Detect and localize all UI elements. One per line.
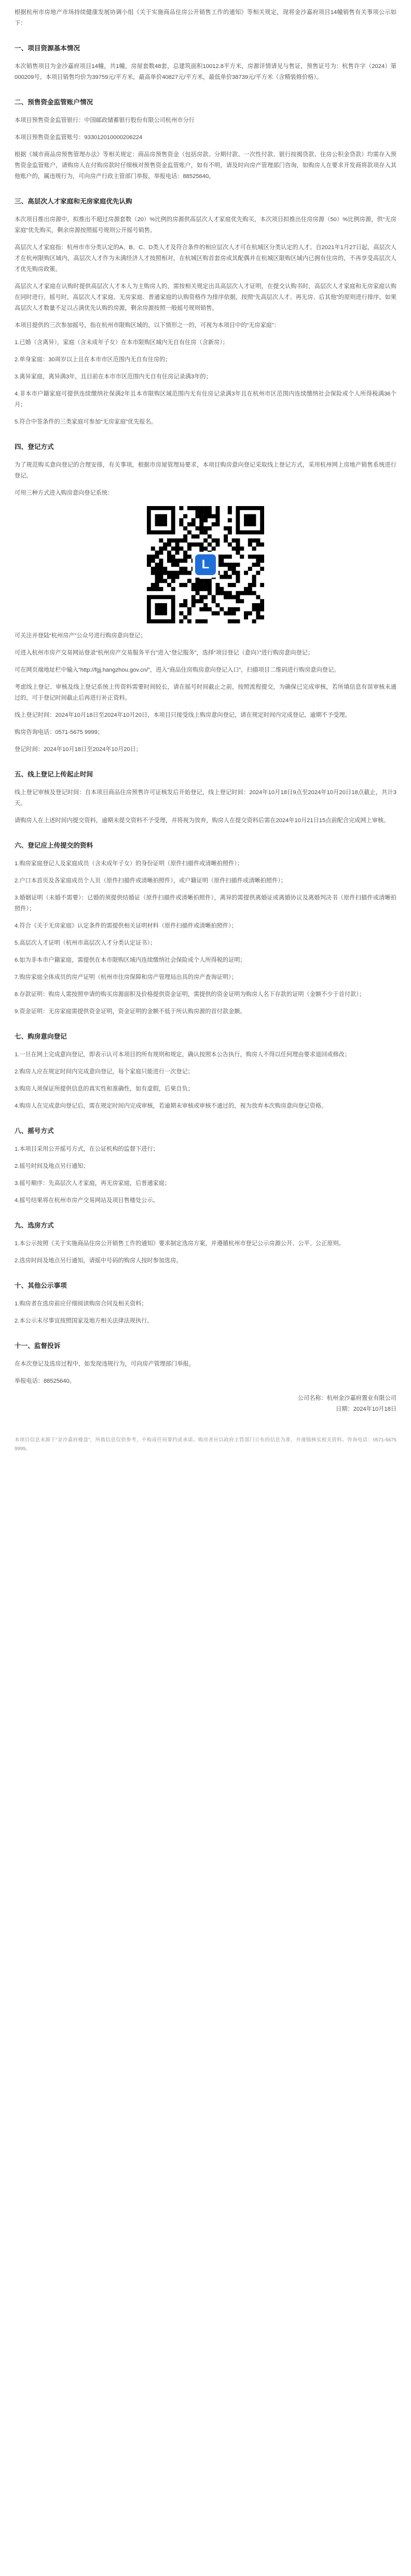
signature-company: 公司名称：杭州金沙嘉府置业有限公司 [297, 1395, 396, 1401]
section-title: 三、高层次人才家庭和无房家庭优先认购 [15, 198, 132, 205]
sections-before-qr [15, 43, 396, 499]
section-paragraph: 2.选房时间及地点另行通知，请摇中号码的购房人按时参加选房。 [15, 1258, 182, 1264]
section-paragraph: 2.单身家庭：30周岁以上且在本市市区范围内无自有住房的； [15, 357, 171, 363]
section-paragraph: 3.婚姻证明（未婚不需要）：已婚的须提供结婚证（原件扫描件或清晰拍照件），离异的需提供离婚证或离婚协议及离婚判决书（原件扫描件或清晰拍照件）； [15, 895, 396, 912]
section-paragraph: 5.符合中签条件的三类家庭可参加“无房家庭”优先报名。 [15, 419, 157, 425]
section-paragraph: 可进入杭州市房产交易网站登录“杭州房产交易服务平台”进入“登记服务”，选择“项目登记（意向）”进行购房意向登记； [15, 650, 314, 656]
section-paragraph: 本项目预售资金监管银行：中国邮政储蓄银行股份有限公司杭州市分行 [15, 117, 195, 124]
section-title: 五、线上登记上传起止时间 [15, 771, 93, 778]
section-paragraph: 可关注并登陆“杭州房产”公众号进行购房意向登记； [15, 633, 146, 639]
section-title: 一、项目资源基本情况 [15, 45, 80, 52]
section-title: 七、购房意向登记 [15, 1033, 67, 1040]
signature-block [15, 1393, 396, 1415]
section-paragraph: 4.符合《关于无房家庭》认定条件的需提供相关证明材料（原件扫描件或清晰拍照件）； [15, 923, 237, 929]
section-paragraph: 2.购房人应在规定时间内完成意向登记，每个家庭只能进行一次登记； [15, 1069, 194, 1075]
section-paragraph: 在本次登记及选房过程中，如发现违规行为，可向房产管理部门举报。 [15, 1361, 195, 1367]
section-paragraph: 根据《城市商品房预售管理办法》等相关规定：商品房预售资金（包括房款、分期付款、一次性付款、银行按揭贷款、住房公积金贷款）均需存入预售资金监管账户，请购房人在付购房款时仔细核对预售资金监管账户，如有不明，请及时向房产管理部门咨询，如购房人在要求开发商将款项存入其他账户的，属违规行为，可向房产行政主管部门举报，举报电话：88525640。 [15, 152, 396, 180]
section-paragraph: 3.摇号顺序：先高层次人才家庭，再无房家庭，后普通家庭； [15, 1180, 171, 1187]
section-paragraph: 可在网页端地址栏中输入“http://fgj.hangzhou.gov.cn/”，进入“商品住房购房意向登记入口”，扫描项目二维码进行购房意向登记。 [15, 667, 340, 673]
qr-code[interactable] [147, 506, 264, 623]
section-paragraph: 2.户口本首页及各家庭成员个人页（原件扫描件或清晰拍照件），或户籍证明（原件扫描件或清晰拍照件）； [15, 878, 286, 884]
app-logo-icon [193, 552, 218, 578]
section-paragraph: 1.一旦在网上完成意向登记，即表示认可本项目的所有规则和规定，确认按照本公告执行，购房人不得以任何理由要求退回或修改； [15, 1052, 351, 1058]
section-paragraph: 考虑线上登记、审核及线上登记系统上传资料需要时间较长，请在摇号时间截止之前，按照流程提交，为确保已完成审核，若所填信息有误审核未通过的，可于登记时间截止后再进行补正资料。 [15, 684, 396, 701]
section-paragraph: 线上登记审核及登记时间：自本项目商品住房预售许可证核发后开始登记，线上登记时间：2024年10月18日9点至2024年10月20日18点截止，共计3天。 [15, 789, 396, 807]
section-title: 六、登记应上传提交的资料 [15, 842, 93, 849]
section-paragraph: 1.本公示按照《关于实施商品住房公开销售工作的通知》要求制定选房方案，并遵循杭州市登记公示房源公开、公平、公正原则。 [15, 1241, 345, 1247]
section-paragraph: 8.存款证明：购房人需按照申请的购买房源面积及价格提供资金证明，需提供的资金证明为购房人名下存款的证明（金额不少于首付款）； [15, 991, 365, 998]
section-paragraph: 本次销售项目为金沙嘉府项目14幢，共1幢，房屋套数48套，总建筑面积10012.8平方米，房源详情请见与售证，预售证号为：杭售许字（2024）第000209号。本项目销售均价为39759元/平方米，最高单价40827元/平方米，最低单价38739元/平方米（含精装修价格）。 [15, 63, 396, 80]
section-paragraph: 本项目提供的三次参加摇号，指在杭州市限购区域的，以下情形之一的，可视为本项目中的“无房家庭”： [15, 322, 280, 329]
section-paragraph: 7.购房家庭全体成员的房产证明（杭州市住房保障和房产管理局出具的房产查询证明）； [15, 974, 237, 980]
section-paragraph: 可用三种方式进入购房意向登记系统： [15, 490, 114, 496]
section-paragraph: 线上登记时间：2024年10月18日至2024年10月20日，本项目只接受线上购房意向登记，请在规定时间内完成登记，逾期不予受理。 [15, 712, 351, 718]
section-paragraph: 1.已婚（含离异），家庭（含未成年子女）在本市限购区域内无自有住房（含新房）； [15, 339, 229, 346]
logo-letter: L [195, 554, 216, 575]
section-title: 十一、监督投诉 [15, 1342, 61, 1350]
section-paragraph: 5.高层次人才证明（杭州市高层次人才分类认定证书）； [15, 940, 156, 946]
section-title: 八、摇号方式 [15, 1127, 54, 1135]
section-paragraph: 4.购房人在完成意向登记后，需在规定时间内完成审核，若逾期未审核或审核不通过的，视为放弃本次购房意向登记资格。 [15, 1103, 327, 1109]
signature-date: 日期：2024年10月18日 [336, 1406, 396, 1412]
section-paragraph: 2.摇号时间及地点另行通知； [15, 1163, 89, 1169]
section-paragraph: 9.资金证明：无房家庭需提供资金证明，资金证明的金额不低于所认购房源的首付款金额。 [15, 1008, 246, 1015]
section-title: 十、其他公示事项 [15, 1282, 67, 1289]
section-paragraph: 6.如为非本市户籍家庭，需提供在本市限购区域内连续缴纳社会保险或个人所得税的证明； [15, 957, 246, 963]
section-paragraph: 为了规范购买意向登记的合理安排，有关事项，根据市房屋管理局要求，本项目购房意向登记采取线上登记方式，采用杭州网上房地产销售系统进行登记。 [15, 462, 396, 479]
section-paragraph: 本项目预售资金监管账号：933012010000206224 [15, 134, 143, 141]
section-paragraph: 1.本项目采用公开摇号方式，在公证机构的监督下进行； [15, 1146, 159, 1152]
section-paragraph: 1.购房者在选房前应仔细阅读购房合同及相关资料； [15, 1301, 147, 1307]
section-paragraph: 3.购房人须保证所提供信息的真实性和准确性，如有虚假，后果自负； [15, 1086, 194, 1092]
section-paragraph: 登记时间：2024年10月18日至2024年10月20日； [15, 746, 142, 753]
section-title: 四、登记方式 [15, 443, 54, 451]
intro-paragraph: 根据杭州市房地产市场持续健康发展协调小组《关于实施商品住房公开销售工作的通知》等相关规定，现将金沙嘉府项目14幢销售有关事项公示如下： [15, 9, 396, 26]
section-paragraph: 高层次人才家庭在认购时提供高层次人才本人为主购房人的，需按相关规定出具高层次人才证明，在提交认购书时，高层次人才家庭和无房家庭认购在同时进行，摇号时，高层次人才家庭、无房家庭、普通家庭的认购资格作为排序依据，按照“先高层次人才、再无房、后其他”的原则进行排序。如果高层次人才数量不足以占满优先认购的房源，剩余房源按照一般摇号规则销售。 [15, 283, 396, 311]
section-paragraph: 请购房人在上述时间内提交资料，逾期未提交资料不予受理，并将视为放弃，购房人在提交资料后需在2024年10月21日15点前配合完成网上审核。 [15, 817, 390, 824]
sections-after-qr [15, 631, 396, 1387]
section-paragraph: 高层次人才家庭指：杭州市市分类认定的A、B、C、D类人才及符合条件的相应层次人才可在杭城区分类认定的人才。自2021年1月27日起，高层次人才在杭州限购区域内，高层次人才作为未满经济人才按照相对，在杭城区购首套房或其配偶并在杭城区限购区域内已拥有住房的，不再享受高层次人才优先购房政策。 [15, 244, 396, 272]
section-paragraph: 本次项目推出房源中，拟推出不超过房源套数（20）%比例的房源供高层次人才家庭优先购买，本次项目拟推出住房房源（50）%比例房源，供“无房家庭”优先购买，剩余房源按照摇号规则公开摇号销售。 [15, 216, 396, 234]
section-title: 九、选房方式 [15, 1222, 54, 1229]
section-paragraph: 4.摇号结果将在杭州市房产交易网站及项目售楼处公示。 [15, 1197, 159, 1204]
section-paragraph: 4.非本市户籍家庭可提供连续缴纳社保满2年且本市限购区域范围内无有住房记录满3年且在杭州市区范围内连续缴纳社会保险或个人所得税满36个月； [15, 391, 396, 408]
section-paragraph: 3.离异家庭，离异满3年，且目前在本市市区范围内无自有住房记录满3年的； [15, 374, 212, 380]
section-paragraph: 购房咨询电话：0571-5675 9999； [15, 729, 103, 735]
qr-code-block [15, 506, 396, 623]
footnote: 本项目信息来源于“金沙嘉府楼盘”，所载信息仅供参考，不构成任何要约或承诺。购房者应以政府主管部门公布的信息为准，并谨慎核实相关资料。咨询电话：0571-5675 9999。 [15, 1437, 396, 1452]
section-paragraph: 1.购房家庭登记人及家庭成员（含未成年子女）的身份证明（原件扫描件或清晰拍照件）； [15, 861, 243, 867]
section-paragraph: 2.本公示未尽事宜按照国家及地方相关法律法规执行。 [15, 1318, 153, 1324]
section-paragraph: 举报电话：88525640。 [15, 1378, 75, 1384]
section-title: 二、预售资金监管账户情况 [15, 99, 93, 106]
